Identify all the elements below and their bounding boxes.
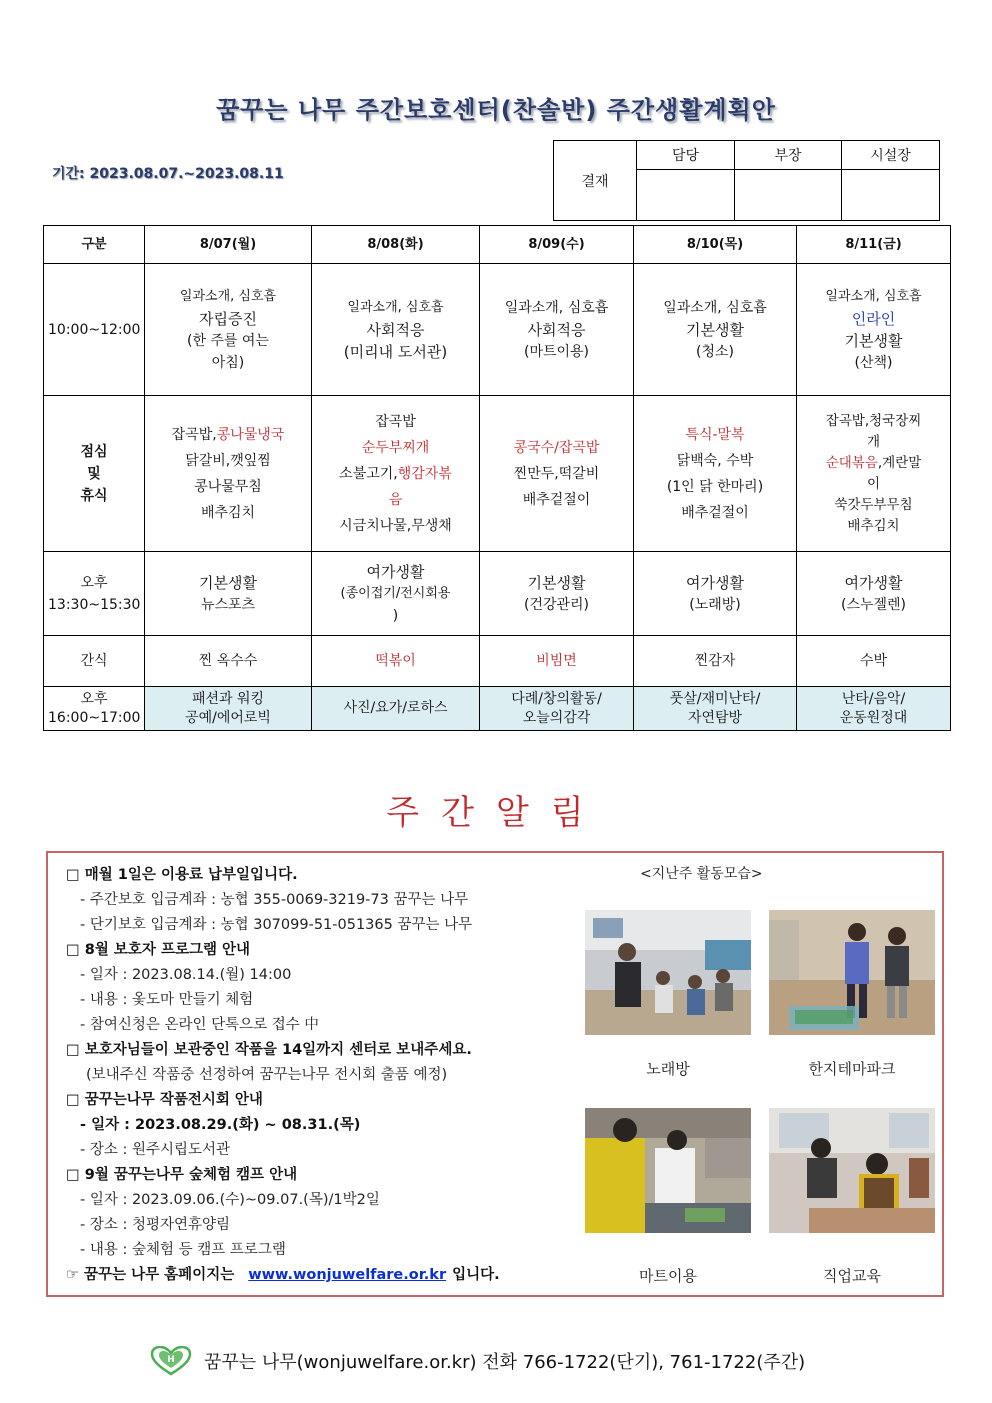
schedule-header-row [44,226,951,264]
lunch-fri-g: 배추김치 [847,517,900,534]
morning-thu [634,264,797,396]
afternoon-mon [145,552,312,636]
morning-wed-l1: 일과소개, 심호흡 [504,299,609,316]
header-day-mon: 8/07(월) [145,226,312,264]
notice-heading: □ 8월 보호자 프로그램 안내 [66,942,251,958]
morning-fri-l2: 인라인 [851,309,896,328]
late-label-1: 오후 [80,690,108,707]
header-day-wed: 8/09(수) [480,226,634,264]
morning-mon-l1: 일과소개, 심호흡 [179,288,277,304]
caption-karaoke: 노래방 [646,1060,690,1078]
late-thu-l1: 풋살/재미난타/ [669,690,761,707]
notice-detail: - 장소 : 청평자연휴양림 [80,1217,231,1233]
lunch-label-1: 점심 [80,443,108,460]
approval-role-head: 시설장 [842,141,940,170]
lunch-label-3: 휴식 [80,487,108,504]
lunch-wed-c: 배추겉절이 [522,491,591,508]
photo-vocational [769,1108,935,1233]
snack-fri: 수박 [797,636,951,687]
morning-thu-l3: (청소) [696,343,734,360]
footer [150,1346,805,1376]
afternoon-fri [797,552,951,636]
caption-hanji-park: 한지테마파크 [808,1060,896,1078]
lunch-fri-d: ,계란말 [877,454,922,471]
late-fri [797,687,951,731]
morning-mon-l2: 자립증진 [199,309,257,328]
photo-karaoke [585,910,751,1035]
late-fri-l1: 난타/음악/ [841,690,906,707]
late-tue-l1: 사진/요가/로하스 [343,700,448,716]
photos-heading: <지난주 활동모습> [640,866,763,882]
lunch-tue-d: 행감자볶 [397,465,452,482]
afternoon-label-1: 오후 [80,574,108,591]
header-category: 구분 [44,226,145,264]
lunch-thu [634,396,797,552]
morning-mon-l3: (한 주를 여는 [187,332,269,349]
notice-title: 주간알림 [386,793,606,833]
notice-detail: - 단기보호 입금계좌 : 농협 307099-51-051365 꿈꾸는 나무 [80,917,473,933]
lunch-mon-b: 콩나물냉국 [216,426,285,443]
afternoon-tue-l3: ) [392,607,399,624]
late-mon [145,687,312,731]
lunch-mon-e: 배추김치 [200,504,256,521]
lunch-wed [480,396,634,552]
late-wed [480,687,634,731]
afternoon-label-2: 13:30~15:30 [48,596,141,613]
lunch-mon-d: 콩나물무침 [194,478,262,495]
morning-wed [480,264,634,396]
late-wed-l2: 오늘의감각 [522,709,591,726]
lunch-thu-d: 배추겉절이 [681,504,749,521]
homepage-line [66,1263,566,1288]
notice-detail: - 일자 : 2023.09.06.(수)~09.07.(목)/1박2일 [80,1192,380,1208]
snack-tue: 떡볶이 [312,636,480,687]
notice-heading: □ 매월 1일은 이용료 납부일입니다. [66,867,298,883]
afternoon-mon-l2: 뉴스포츠 [200,596,256,613]
heart-logo-icon [150,1346,192,1376]
afternoon-thu [634,552,797,636]
approval-table [553,140,940,221]
late-thu-l2: 자연탐방 [687,709,743,726]
notice-detail: - 일자 : 2023.08.29.(화) ~ 08.31.(목) [80,1117,361,1133]
lunch-row [44,396,951,552]
late-row [44,687,951,731]
notice-detail: - 참여신청은 온라인 단톡으로 접수 中 [80,1017,319,1033]
approval-sign-manager[interactable] [637,170,735,221]
lunch-tue-e: 음 [388,491,403,508]
notice-detail: (보내주신 작품중 선정하여 꿈꾸는나무 전시회 출품 예정) [86,1067,448,1083]
notice-heading: □ 보호자님들이 보관중인 작품을 14일까지 센터로 보내주세요. [66,1042,472,1058]
late-tue [312,687,480,731]
morning-thu-l2: 기본생활 [686,320,744,339]
snack-row [44,636,951,687]
morning-fri-l3: 기본생활 [844,331,903,350]
lunch-fri-e: 이 [866,475,881,492]
afternoon-tue-l1: 여가생활 [366,562,425,581]
morning-mon-l4: 아침) [211,354,245,371]
lunch-thu-a: 특식-말복 [685,426,745,443]
lunch-tue-c: 소불고기, [339,465,398,482]
afternoon-label [44,552,145,636]
notice-heading: □ 꿈꾸는나무 작품전시회 안내 [66,1092,263,1108]
snack-thu: 찐감자 [634,636,797,687]
morning-thu-l1: 일과소개, 심호흡 [663,299,767,316]
morning-tue-l3: (미리내 도서관) [343,342,448,361]
morning-mon [145,264,312,396]
caption-vocational: 직업교육 [823,1267,881,1285]
header-day-tue: 8/08(화) [312,226,480,264]
lunch-tue-b: 순두부찌개 [361,439,430,456]
afternoon-row [44,552,951,636]
caption-mart: 마트이용 [639,1267,697,1285]
notice-detail: - 장소 : 원주시립도서관 [80,1142,231,1158]
notice-detail: - 내용 : 옻도마 만들기 체험 [80,992,254,1008]
afternoon-wed-l1: 기본생활 [527,573,586,592]
morning-tue [312,264,480,396]
morning-fri [797,264,951,396]
schedule-table [43,225,951,731]
snack-mon: 찐 옥수수 [145,636,312,687]
approval-sign-head[interactable] [842,170,940,221]
notice-heading: □ 9월 꿈꾸는나무 숲체험 캠프 안내 [66,1167,298,1183]
afternoon-wed-l2: (건강관리) [523,596,590,613]
approval-role-manager: 담당 [637,141,735,170]
snack-label: 간식 [44,636,145,687]
afternoon-thu-l1: 여가생활 [686,573,744,592]
notice-list [66,863,566,1288]
lunch-mon [145,396,312,552]
morning-tue-l2: 사회적응 [366,320,425,339]
afternoon-fri-l1: 여가생활 [844,573,903,592]
notice-detail: - 일자 : 2023.08.14.(월) 14:00 [80,967,292,983]
lunch-fri-b: 개 [866,433,881,450]
approval-sign-director[interactable] [735,170,842,221]
afternoon-fri-l2: (스누젤렌) [840,596,907,613]
lunch-fri [797,396,951,552]
late-mon-l1: 패션과 워킹 [191,690,265,707]
late-label [44,687,145,731]
late-wed-l1: 다례/창의활동/ [511,690,602,707]
morning-tue-l1: 일과소개, 심호흡 [347,299,444,315]
morning-fri-l1: 일과소개, 심호흡 [825,288,922,304]
late-thu [634,687,797,731]
header-day-fri: 8/11(금) [797,226,951,264]
late-fri-l2: 운동원정대 [839,709,908,726]
lunch-tue-f: 시금치나물,무생채 [339,517,452,534]
approval-role-director: 부장 [735,141,842,170]
lunch-tue-a: 잡곡밥 [375,413,416,430]
late-label-2: 16:00~17:00 [48,709,141,726]
homepage-suffix: 입니다. [452,1267,500,1283]
homepage-link[interactable]: www.wonjuwelfare.or.kr [248,1267,447,1283]
lunch-mon-c: 닭갈비,깻잎찜 [185,452,271,469]
lunch-label [44,396,145,552]
lunch-wed-b: 찐만두,떡갈비 [513,465,600,482]
lunch-fri-c: 순대볶음 [825,454,878,471]
morning-row [44,264,951,396]
morning-wed-l3: (마트이용) [523,343,590,360]
lunch-wed-a: 콩국수/잡곡밥 [513,439,600,456]
notice-detail: - 주간보호 입금계좌 : 농협 355-0069-3219-73 꿈꾸는 나무 [80,892,469,908]
lunch-fri-a: 잡곡밥,청국장찌 [825,412,922,429]
photo-mart [585,1108,751,1233]
period-label: 기간: 2023.08.07.~2023.08.11 [52,166,284,182]
lunch-thu-b: 닭백숙, 수박 [676,452,754,469]
afternoon-wed [480,552,634,636]
footer-text: 꿈꾸는 나무(wonjuwelfare.or.kr) 전화 766-1722(단기), 761-1722(주간) [204,1352,806,1373]
svg-text:H: H [167,1355,175,1365]
lunch-fri-f: 쑥갓두부무침 [834,496,913,513]
late-mon-l2: 공예/에어로빅 [185,709,271,726]
notice-detail: - 내용 : 숲체험 등 캠프 프로그램 [80,1242,286,1258]
afternoon-mon-l1: 기본생활 [199,573,257,592]
afternoon-thu-l2: (노래방) [689,596,741,613]
snack-wed: 비빔면 [480,636,634,687]
morning-wed-l2: 사회적응 [527,320,586,339]
photo-hanji-park [769,910,935,1035]
homepage-prefix: ☞ 꿈꾸는 나무 홈페이지는 [66,1267,235,1283]
header-day-thu: 8/10(목) [634,226,797,264]
lunch-thu-c: (1인 닭 한마리) [666,478,764,495]
approval-label: 결재 [554,141,637,221]
page-title: 꿈꾸는 나무 주간보호센터(찬솔반) 주간생활계획안 [216,96,776,124]
afternoon-tue-l2: (종이접기/전시회용 [340,585,451,601]
afternoon-tue [312,552,480,636]
morning-time-label: 10:00~12:00 [44,264,145,396]
lunch-mon-a: 잡곡밥, [171,426,217,443]
lunch-tue [312,396,480,552]
lunch-label-2: 및 [87,465,101,482]
morning-fri-l4: (산책) [854,354,893,371]
